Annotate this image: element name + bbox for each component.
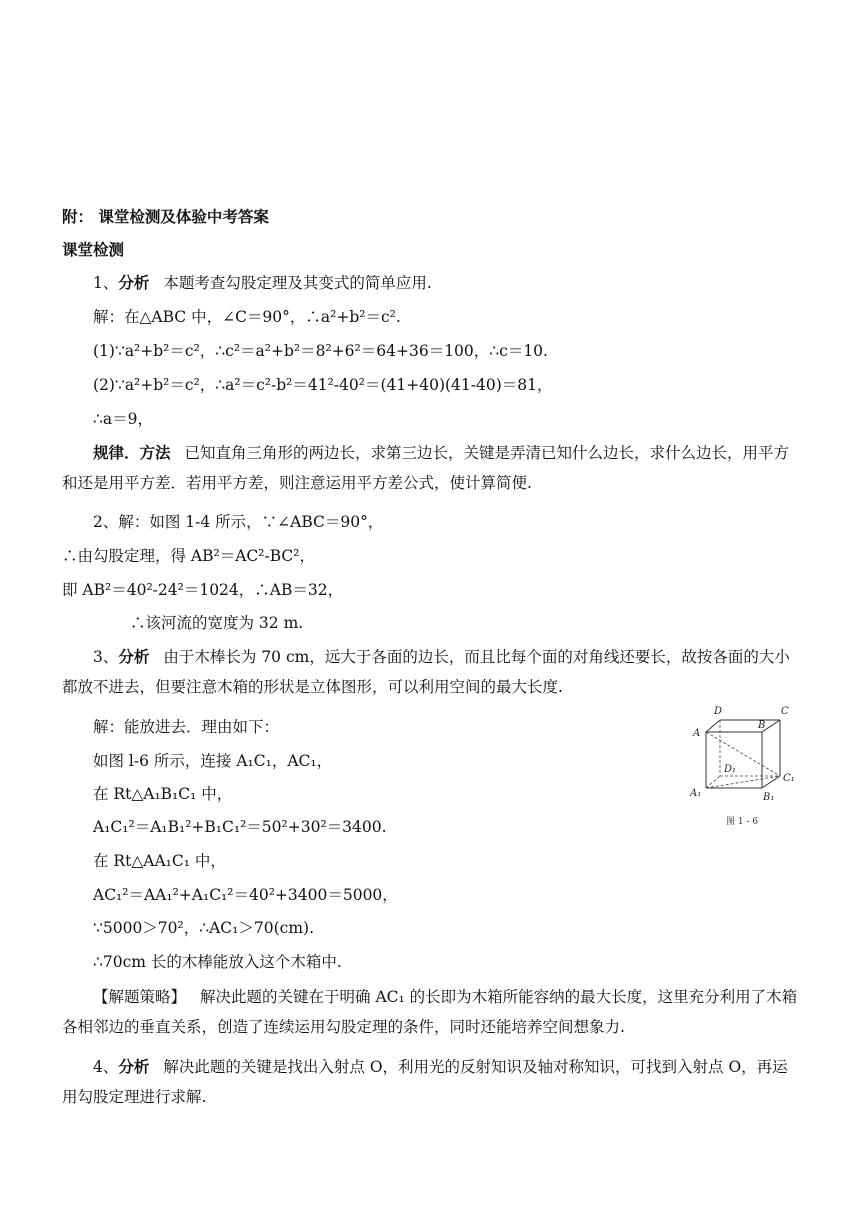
q1-line-4: ∴a＝9， <box>93 410 153 428</box>
q3-line-1: 解：能放进去．理由如下： <box>93 718 280 736</box>
q3-line-2: 如图 l-6 所示，连接 A₁C₁，AC₁， <box>93 752 333 770</box>
q1-line-1: 解：在△ABC 中，∠C＝90°，∴a²+b²＝c². <box>93 308 401 326</box>
edge-ad <box>706 720 720 732</box>
label-a1: A₁ <box>690 788 702 799</box>
q1-line-2: (1)∵a²+b²＝c²，∴c²＝a²+b²＝8²+6²＝64+36＝100，∴c＝10. <box>93 342 548 360</box>
q3-line-6: AC₁²＝AA₁²+A₁C₁²＝40²+3400＝5000， <box>93 886 398 904</box>
diagonal-a1c1 <box>706 776 780 788</box>
label-d: D <box>714 706 723 717</box>
q3-line-4: A₁C₁²＝A₁B₁²+B₁C₁²＝50²+30²＝3400. <box>93 818 387 836</box>
label-b: B <box>758 720 766 731</box>
q1-analysis: 1、分析 本题考查勾股定理及其变式的简单应用. <box>93 273 432 292</box>
box-diagram-figure <box>680 700 800 830</box>
q3-line-7: ∵5000＞70²，∴AC₁＞70(cm). <box>93 919 314 937</box>
figure-caption: 图 1 - 6 <box>726 817 759 827</box>
strategy-paragraph: 【解题策略】 解决此题的关键在于明确 AC₁ 的长即为木箱所能容纳的最大长度，这里充分利用了木箱各相邻边的垂直关系，创造了连续运用勾股定理的条件，同时还能培养空间想象力. <box>62 988 798 1036</box>
q3-line-3: 在 Rt△A₁B₁C₁ 中， <box>93 785 233 803</box>
section-title: 课堂检测 <box>62 240 125 259</box>
q3-analysis: 3、分析 由于木棒长为 70 cm，远大于各面的边长，而且比每个面的对角线还要长，故按各面的大小都放不进去，但要注意木箱的形状是立体图形，可以利用空间的最大长度. <box>62 647 790 696</box>
label-c1: C₁ <box>783 773 795 784</box>
diagonal-ac1 <box>706 732 780 776</box>
q4-analysis: 4、分析 解决此题的关键是找出入射点 O，利用光的反射知识及轴对称知识，可找到入射点 O，再运用勾股定理进行求解. <box>62 1057 788 1106</box>
label-b1: B₁ <box>763 792 775 803</box>
q3-line-8: ∴70cm 长的木棒能放入这个木箱中. <box>93 953 342 971</box>
q2-line-1: 2、解：如图 1-4 所示，∵∠ABC＝90°， <box>93 513 384 531</box>
q1-line-3: (2)∵a²+b²＝c²，∴a²＝c²-b²＝41²-40²＝(41+40)(41-40)＝81， <box>93 376 553 394</box>
label-d1: D₁ <box>724 764 737 775</box>
rule-paragraph: 规律．方法 已知直角三角形的两边长，求第三边长，关键是弄清已知什么边长，求什么边长，用平方和还是用平方差．若用平方差，则注意运用平方差公式，使计算简便. <box>62 443 790 492</box>
q2-line-4: ∴该河流的宽度为 32 m. <box>130 614 304 632</box>
q3-line-5: 在 Rt△AA₁C₁ 中， <box>93 852 226 870</box>
label-a: A <box>693 728 701 739</box>
q2-line-2: ∴由勾股定理，得 AB²＝AC²-BC²， <box>62 547 315 565</box>
label-c: C <box>781 706 789 717</box>
q2-line-3: 即 AB²＝40²-24²＝1024，∴AB＝32， <box>62 581 344 599</box>
appendix-heading: 附： 课堂检测及体验中考答案 <box>62 207 269 226</box>
